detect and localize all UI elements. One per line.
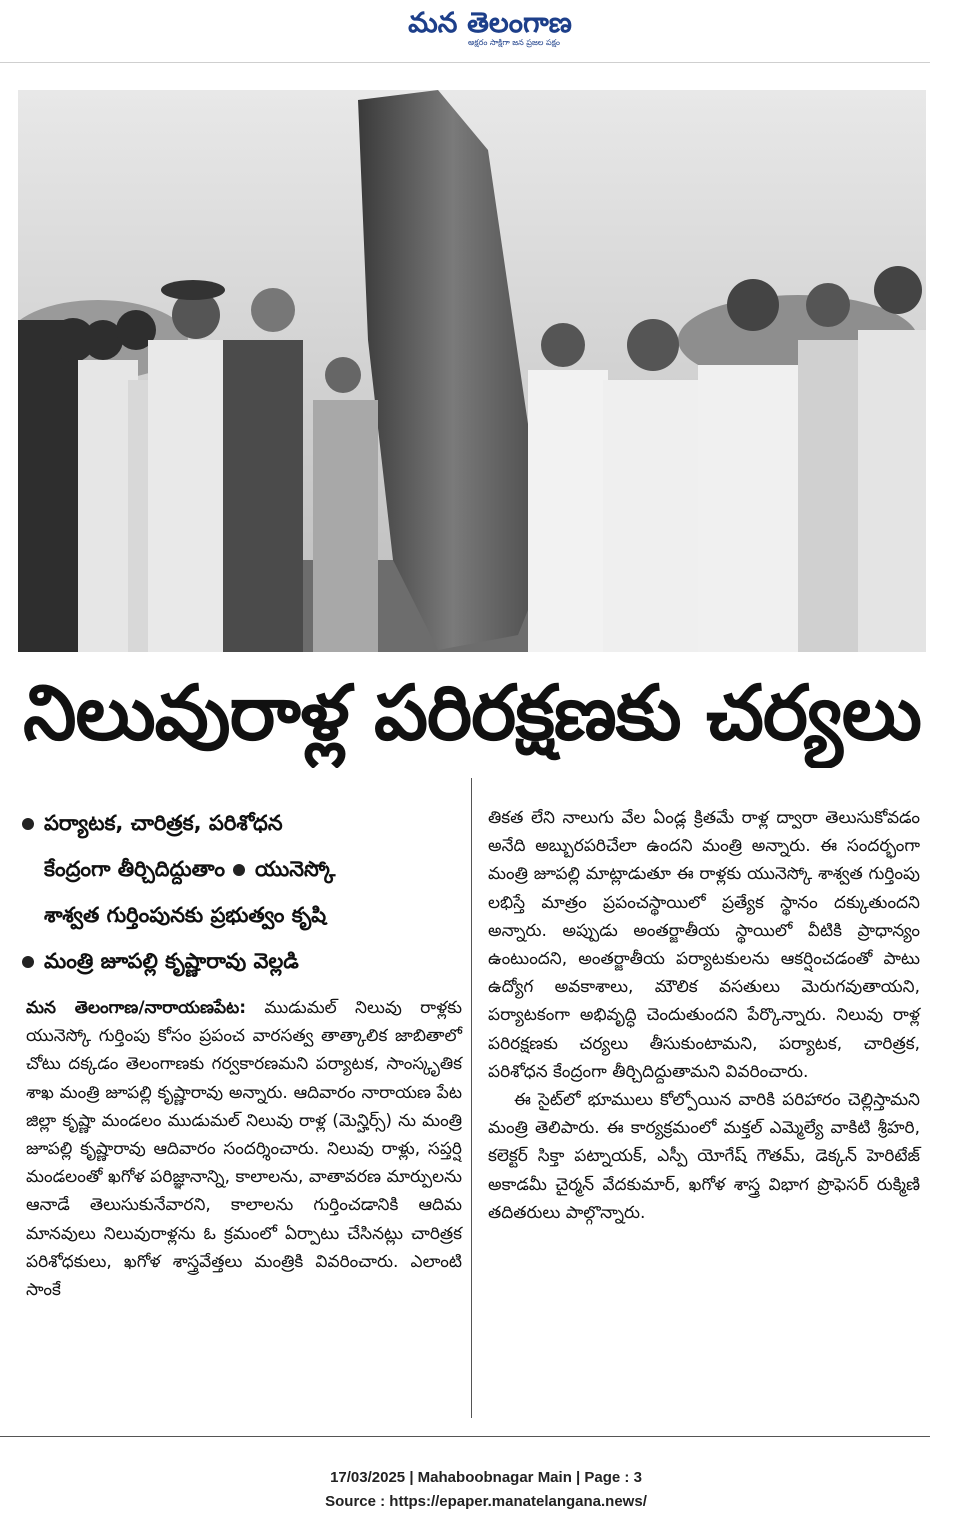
article-paragraph: ఈ సైట్‌లో భూములు కోల్పోయిన వారికి పరిహారం చెల్లిస్తామని మంత్రి తెలిపారు. ఈ కార్యక్రమంలో మక్తల్ ఎమ్మెల్యే వాకిటి శ్రీహరి, కలెక్టర్ సిక్తా పట్నాయక్, ఎస్పీ యోగేష్ గౌతమ్, డెక్కన్ హెరిటేజ్ అకాడమీ చైర్మన్ వేదకుమార్, ఖగోళ శాస్త్ర విభాగ ప్రొఫెసర్ రుక్మిణి తదితరులు పాల్గొన్నారు.	[488, 1090, 920, 1223]
headline: నిలువురాళ్ల పరిరక్షణకు చర్యలు	[23, 668, 921, 757]
highlight-text: కేంద్రంగా తీర్చిదిద్దుతాం	[44, 857, 226, 881]
highlight-text: యునెస్కో	[255, 857, 336, 881]
highlight-line	[22, 892, 462, 938]
dateline: మన తెలంగాణ/నారాయణపేట:	[26, 998, 247, 1018]
highlight-text: మంత్రి జూపల్లి కృష్ణారావు వెల్లడి	[44, 949, 299, 973]
column-divider	[471, 778, 472, 1418]
highlight-text: పర్యాటక, చారిత్రక, పరిశోధన	[44, 811, 283, 835]
masthead	[0, 0, 972, 62]
edition-info: 17/03/2025 | Mahaboobnagar Main | Page : 3	[330, 1469, 642, 1486]
highlight-line	[22, 800, 462, 846]
highlight-text: శాశ్వత గుర్తింపునకు ప్రభుత్వం కృషి	[44, 903, 327, 927]
bullet-icon	[22, 818, 34, 830]
logo-tagline: అక్షరం సాక్షిగా జన ప్రజల పక్షం	[468, 38, 560, 47]
footer-divider	[0, 1436, 930, 1437]
logo-text: మన తెలంగాణ	[408, 6, 572, 39]
article-text: ముడుమల్ నిలువు రాళ్లకు యునెస్కో గుర్తింపు కోసం ప్రపంచ వారసత్వ తాత్కాలిక జాబితాలో చోటు దక్కడం తెలంగాణకు గర్వకారణమని పర్యాటక, సాంస్కృతిక శాఖ మంత్రి జూపల్లి కృష్ణారావు అన్నారు. ఆదివారం నారాయణ పేట జిల్లా కృష్ణా మండలం ముడుమల్ నిలువు రాళ్ల (మెన్హిర్స్) ను మంత్రి జూపల్లి కృష్ణారావు ఆదివారం సందర్శించారు. నిలువు రాళ్లు, సప్తర్షి మండలంతో ఖగోళ పరిజ్ఞానాన్ని, కాలాలను, వాతావరణ మార్పులను ఆనాడే తెలుసుకునేవారని, కాలాలను గుర్తించడానికి ఆదిమ మానవులు నిలువురాళ్లను ఓ క్రమంలో ఏర్పాటు చేసినట్లు చారిత్రక పరిశోధకులు, ఖగోళ శాస్త్రవేత్తలు మంత్రికి వివరించారు. ఎలాంటి సాంకే	[26, 998, 462, 1301]
highlight-line	[22, 938, 462, 984]
article-paragraph	[26, 994, 462, 1304]
article-column-left	[26, 994, 462, 1304]
article-paragraph: తికత లేని నాలుగు వేల ఏండ్ల క్రితమే రాళ్ల ద్వారా తెలుసుకోవడం అనేది అబ్బురపరిచేలా ఉందని మంత్రి అన్నారు. ఈ సందర్భంగా మంత్రి జూపల్లి మాట్లాడుతూ ఈ రాళ్లకు యునెస్కో శాశ్వత గుర్తింపు లభిస్తే మాత్రం ప్రపంచస్థాయిలో ప్రత్యేక స్థానం దక్కుతుందని అన్నారు. అప్పుడు అంతర్జాతీయ స్థాయిలో వీటికి ప్రాధాన్యం ఉంటుందని, అంతర్జాతీయ పర్యాటకులను ఆకర్షించడంతో పాటు ఉద్యోగ అవకాశాలు, మౌలిక వసతులు మెరుగవుతాయని, పర్యాటకంగా అభివృద్ధి చెందుతుందని పేర్కొన్నారు. నిలువు రాళ్ల పరిరక్షణకు చర్యలు తీసుకుంటామని, పర్యాటక, చారిత్రక, పరిశోధన కేంద్రంగా తీర్చిదిద్దుతామని వివరించారు.	[488, 808, 920, 1082]
page-footer	[0, 1466, 972, 1514]
highlights-box	[22, 800, 462, 984]
article-photo	[18, 90, 926, 652]
highlight-line	[22, 846, 462, 892]
masthead-divider	[0, 62, 930, 63]
bullet-icon	[22, 956, 34, 968]
bullet-icon	[233, 864, 245, 876]
article-column-right	[488, 804, 920, 1227]
source-link[interactable]: Source : https://epaper.manatelangana.news/	[325, 1493, 647, 1510]
